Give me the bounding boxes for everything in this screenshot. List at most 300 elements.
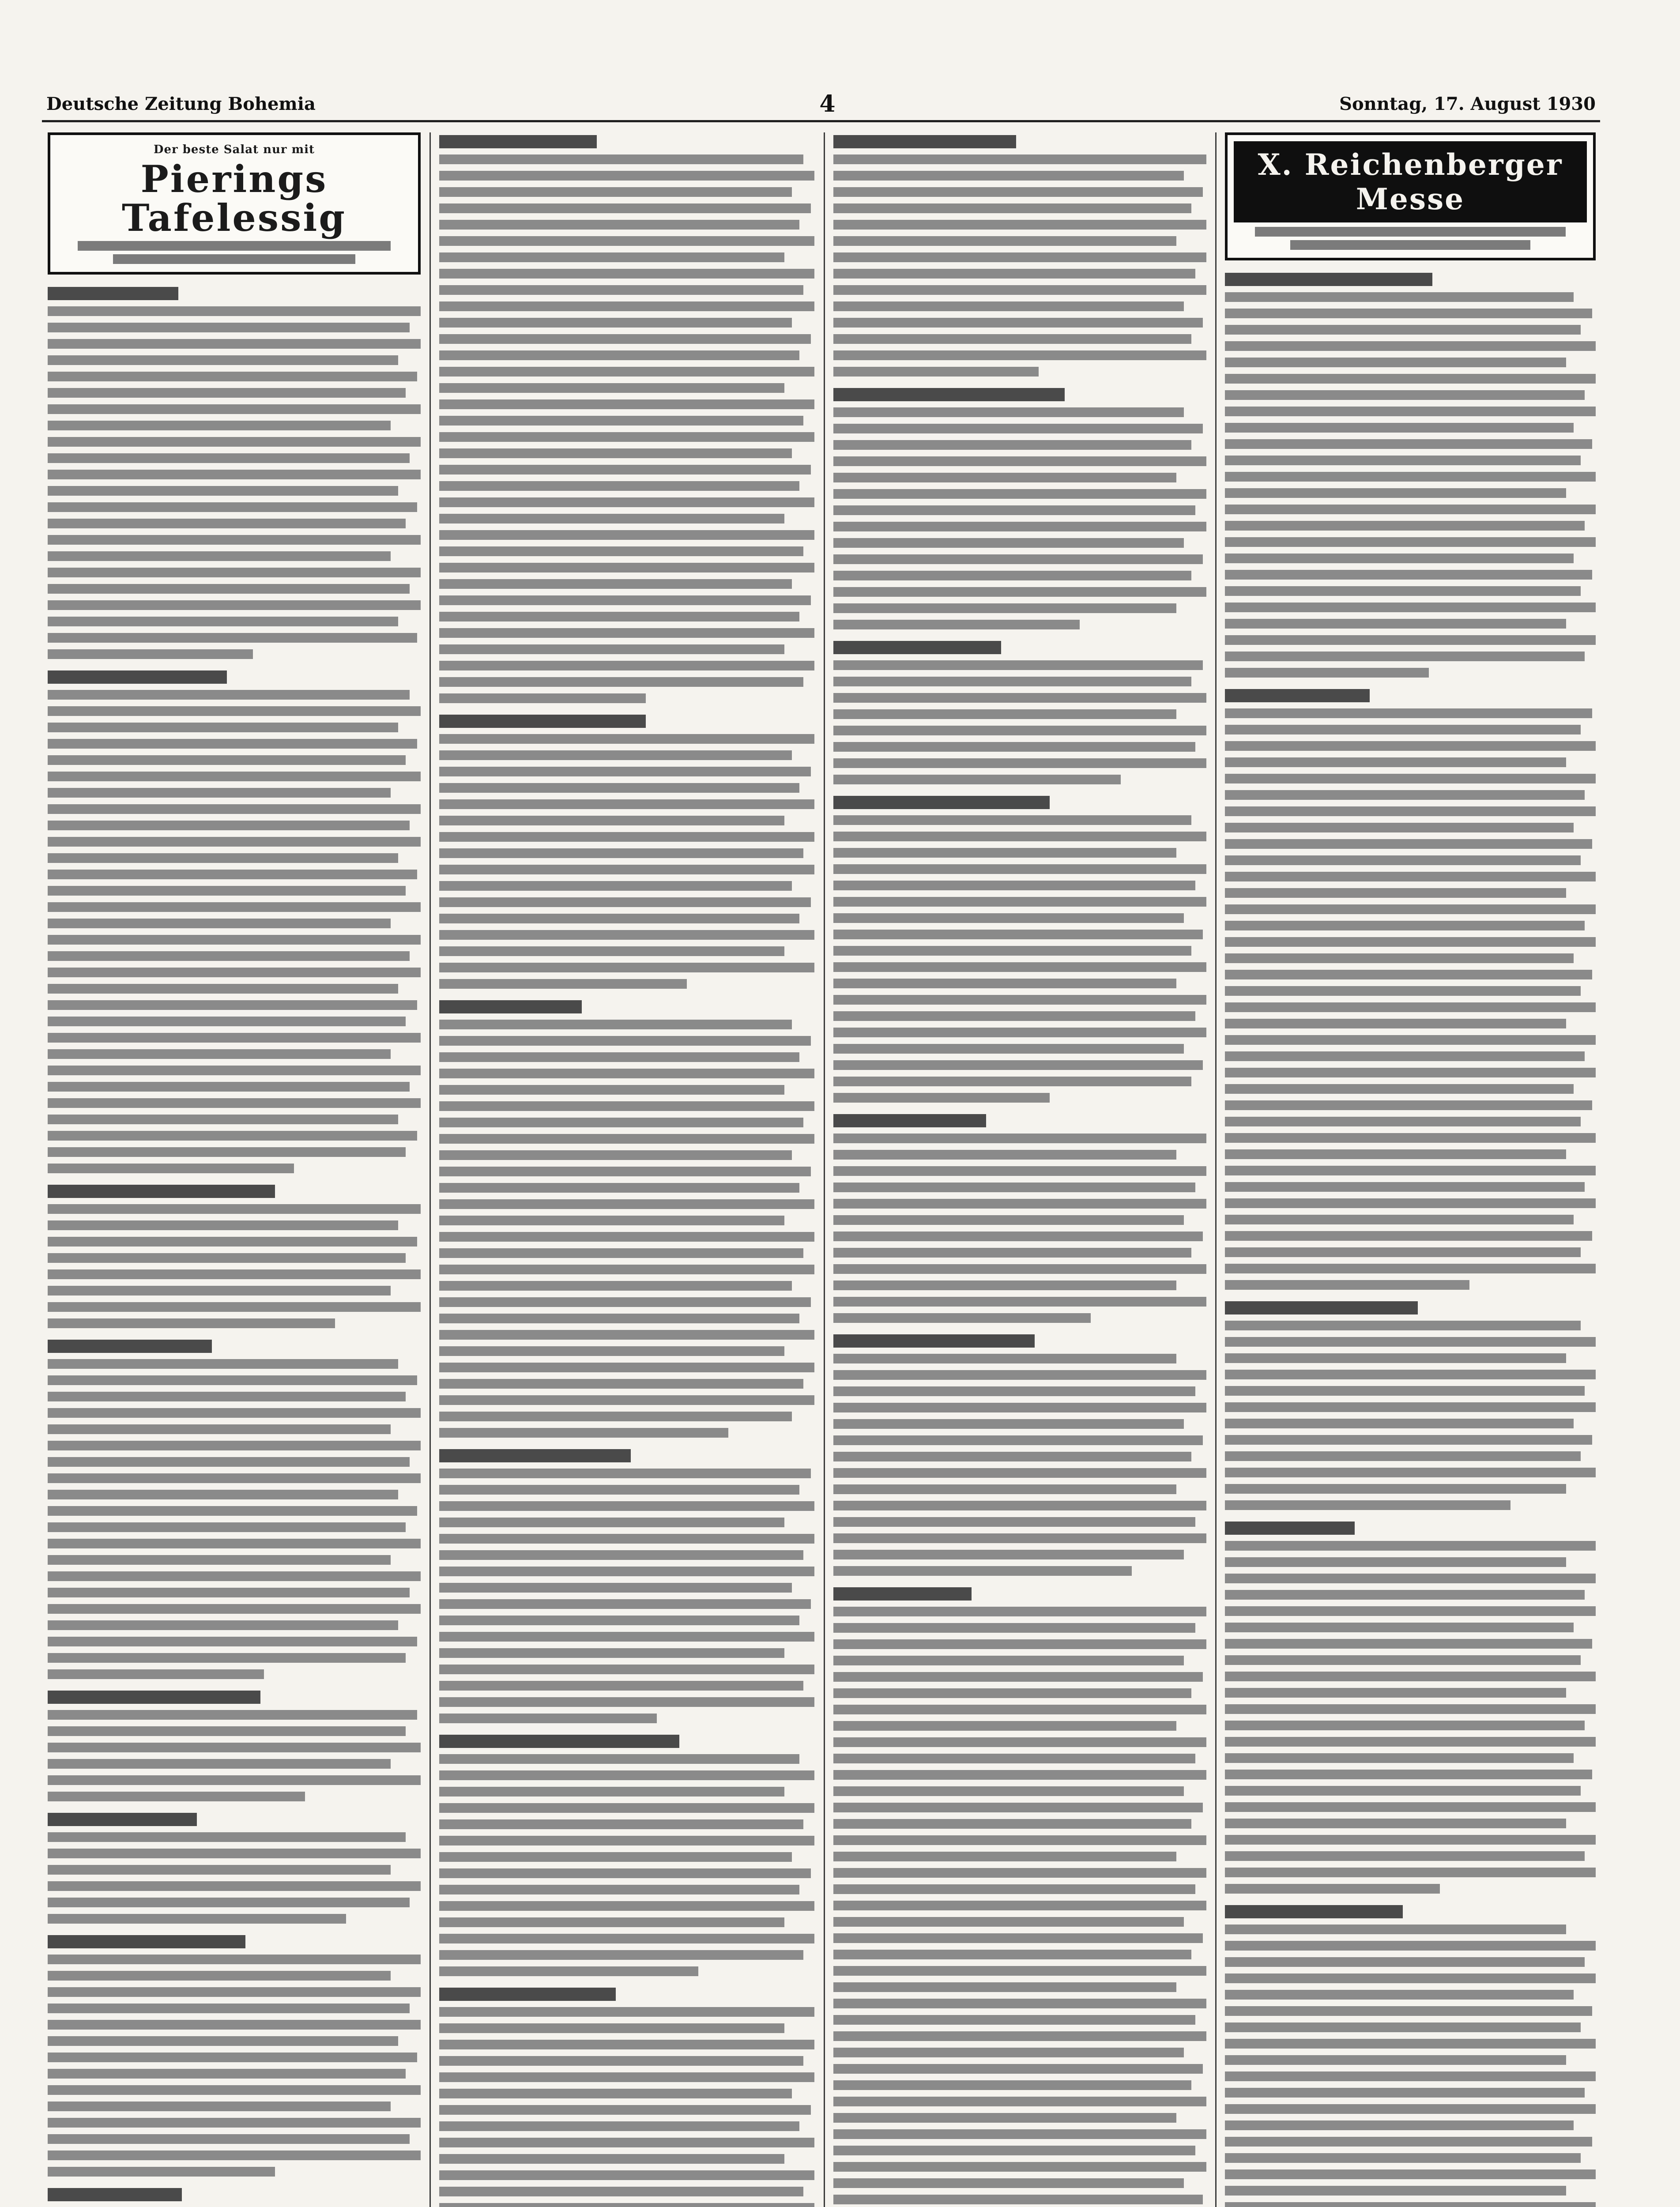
text-line-placeholder [1225,839,1592,849]
text-line-placeholder [1225,1500,1510,1510]
text-line-placeholder [833,1884,1195,1894]
text-line-placeholder [833,775,1121,784]
page-number: 4 [819,90,836,117]
text-line-placeholder [1225,1353,1566,1363]
text-line-placeholder [1225,2120,1574,2130]
text-column-1 [48,132,421,2207]
article-heading [833,135,1206,148]
text-line-placeholder [1225,472,1596,482]
article-heading [48,1935,421,1948]
text-line-placeholder [48,1424,391,1434]
text-line-placeholder [48,1457,410,1467]
text-line-placeholder [439,2121,799,2131]
article-heading-placeholder [833,388,1065,401]
text-line-placeholder [439,595,811,605]
text-line-placeholder [833,1183,1195,1192]
text-line-placeholder [439,1036,811,1046]
article-body [439,2007,814,2207]
text-line-placeholder [1225,1264,1596,1273]
text-line-placeholder [48,649,253,659]
text-line-placeholder [833,538,1184,548]
text-line-placeholder [1225,1541,1596,1551]
text-line-placeholder [439,1868,811,1878]
text-line-placeholder [439,334,811,344]
text-line-placeholder [1225,456,1581,465]
article-heading-placeholder [48,2188,182,2201]
text-line-placeholder [48,1987,421,1997]
text-line-placeholder [833,367,1039,377]
text-line-placeholder [439,1934,814,1943]
text-line-placeholder [439,1665,814,1674]
text-line-placeholder [48,1588,410,1597]
text-line-placeholder [1225,888,1566,898]
text-line-placeholder [439,187,792,197]
text-line-placeholder [48,1000,417,1010]
text-line-placeholder [1225,1639,1592,1649]
text-line-placeholder [48,1710,417,1720]
text-line-placeholder [48,2118,421,2128]
text-line-placeholder [833,693,1206,703]
article-heading-placeholder [833,135,1016,148]
column-divider [824,132,825,2207]
article-body [833,1607,1206,2207]
article-body [1225,1541,1596,1894]
article-heading-placeholder [439,1735,679,1748]
text-line-placeholder [1225,570,1592,580]
text-line-placeholder [48,1759,391,1769]
text-line-placeholder [833,489,1206,499]
text-line-placeholder [439,1901,814,1911]
text-line-placeholder [439,1770,814,1780]
text-line-placeholder [1225,823,1574,832]
text-line-placeholder [833,1060,1203,1070]
text-line-placeholder [1225,1835,1596,1845]
text-line-placeholder [439,383,784,393]
article-heading-placeholder [439,715,646,728]
text-line-placeholder [1225,2104,1596,2114]
text-line-placeholder [1225,725,1581,734]
text-line-placeholder [48,870,417,879]
text-line-placeholder [439,514,784,524]
text-line-placeholder [439,1412,792,1421]
text-line-placeholder [833,1248,1191,1258]
article [439,135,814,703]
text-line-placeholder [833,1452,1191,1461]
text-line-placeholder [48,968,421,977]
text-line-placeholder [48,2151,421,2160]
text-line-placeholder [439,1632,814,1642]
article-body [48,1832,421,1924]
text-line-placeholder [439,1697,814,1707]
text-line-placeholder [1225,1019,1566,1028]
text-line-placeholder [439,2154,784,2164]
text-line-placeholder [439,848,803,858]
article [48,1935,421,2177]
article [48,1813,421,1924]
text-line-placeholder [439,416,803,426]
text-line-placeholder [1225,1149,1566,1159]
text-line-placeholder [48,804,421,814]
article-body [48,1359,421,1679]
text-line-placeholder [1225,603,1596,612]
text-line-placeholder [48,1473,421,1483]
text-line-placeholder [439,154,803,164]
text-line-placeholder [833,1656,1184,1665]
article [833,1587,1206,2207]
text-line-placeholder [833,473,1176,482]
text-line-placeholder [439,465,811,475]
text-line-placeholder [48,1743,421,1752]
text-line-placeholder [48,837,421,847]
text-line-placeholder [833,1982,1176,1992]
article-heading [439,135,814,148]
text-line-placeholder [833,1215,1184,1225]
text-line-placeholder [833,962,1206,972]
article-body [833,815,1206,1103]
article-heading-placeholder [1225,1301,1418,1314]
article [48,670,421,1173]
text-line-placeholder [439,1534,814,1544]
text-line-placeholder [833,587,1206,597]
text-line-placeholder [439,220,799,230]
article-heading [439,1449,814,1462]
text-line-placeholder [1225,904,1596,914]
text-line-placeholder [439,448,792,458]
article [48,2188,421,2207]
text-line-placeholder [833,456,1206,466]
text-line-placeholder [439,579,792,589]
article-heading [439,1000,814,1013]
text-line-placeholder [1225,2137,1592,2147]
text-line-placeholder [1225,1623,1574,1632]
text-line-placeholder [48,421,391,430]
text-line-placeholder [439,1501,814,1511]
text-line-placeholder [439,2007,814,2017]
text-line-placeholder [48,1506,417,1516]
text-column-2 [439,132,814,2207]
text-line-placeholder [1225,668,1429,678]
text-line-placeholder [439,816,784,825]
article-heading-placeholder [833,1587,972,1601]
text-line-placeholder [48,723,398,732]
text-line-placeholder [1225,806,1596,816]
text-line-placeholder [1225,1884,1440,1894]
text-line-placeholder [833,1917,1184,1927]
article-body [48,1204,421,1328]
text-line-placeholder [833,350,1206,360]
text-line-placeholder [1225,2153,1581,2163]
text-line-placeholder [833,1901,1206,1910]
text-line-placeholder [1225,1753,1574,1763]
text-line-placeholder [833,1517,1195,1527]
text-line-placeholder [48,1653,406,1663]
text-line-placeholder [1225,1321,1581,1330]
text-line-placeholder [439,783,799,793]
text-line-placeholder [439,2040,814,2049]
text-line-placeholder [1225,1851,1585,1861]
text-line-placeholder [48,1033,421,1043]
text-line-placeholder [48,372,417,381]
text-line-placeholder [1225,635,1596,645]
text-line-placeholder [48,355,398,365]
text-line-placeholder [439,734,814,744]
text-line-placeholder [1225,292,1574,302]
text-line-placeholder [833,815,1191,825]
article-body [439,1469,814,1723]
text-line-placeholder [48,551,391,561]
article-heading-placeholder [439,135,597,148]
text-line-placeholder [48,1669,264,1679]
article-body [439,154,814,703]
article-heading-placeholder [833,1114,986,1127]
text-line-placeholder [48,984,398,994]
article-heading-placeholder [833,1334,1035,1348]
text-line-placeholder [48,2102,391,2111]
article-heading [48,1185,421,1198]
article [1225,1301,1596,1510]
text-line-placeholder [833,1770,1206,1780]
text-line-placeholder [439,2138,814,2147]
text-line-placeholder [1225,521,1585,531]
article-heading-placeholder [1225,1522,1355,1535]
text-line-placeholder [1225,2022,1581,2032]
text-line-placeholder [48,1049,391,1059]
text-line-placeholder [439,1052,799,1062]
text-line-placeholder [1225,1786,1581,1796]
text-line-placeholder [439,661,814,670]
text-line-placeholder [48,1726,406,1736]
text-line-placeholder [439,1469,811,1478]
article-heading-placeholder [48,287,178,300]
text-line-placeholder [439,432,814,442]
text-line-placeholder [833,1281,1176,1290]
text-line-placeholder [1225,1182,1585,1192]
text-line-placeholder [833,1134,1206,1143]
text-line-placeholder [833,236,1176,246]
text-line-placeholder [833,1093,1050,1103]
text-line-placeholder [1225,374,1596,384]
text-line-placeholder [439,693,646,703]
text-line-placeholder [439,1314,799,1323]
text-line-placeholder [48,1522,406,1532]
text-line-placeholder [1225,1574,1596,1583]
article-body [833,407,1206,629]
text-line-placeholder [439,1917,784,1927]
text-line-placeholder [833,1468,1206,1478]
text-line-placeholder [48,2069,406,2079]
text-line-placeholder [439,530,814,540]
text-line-placeholder [833,1566,1132,1576]
text-line-placeholder [833,1705,1206,1714]
text-line-placeholder [439,1183,799,1193]
text-line-placeholder [48,2020,421,2030]
article [833,388,1206,629]
text-line-placeholder [833,1419,1184,1429]
text-line-placeholder [833,154,1206,164]
article [439,1988,814,2207]
text-line-placeholder [1225,1721,1585,1730]
article-heading [833,1114,1206,1127]
text-line-placeholder [1225,2186,1566,2196]
text-line-placeholder [48,1620,398,1630]
text-line-placeholder [1225,1100,1592,1110]
article-heading-placeholder [1225,273,1432,286]
text-line-placeholder [48,1539,421,1548]
text-line-placeholder [1225,2169,1596,2179]
text-column-4 [1225,132,1596,2207]
text-line-placeholder [48,323,410,332]
text-line-placeholder [48,1269,421,1279]
text-line-placeholder [833,2031,1206,2041]
text-line-placeholder [439,1281,792,1291]
article-heading-placeholder [48,1813,197,1826]
article-heading [48,1813,421,1826]
text-line-placeholder [1225,1370,1596,1379]
text-line-placeholder [1225,358,1566,367]
text-line-placeholder [1225,554,1574,563]
text-line-placeholder [833,897,1206,907]
text-line-placeholder [833,930,1203,939]
text-line-placeholder [833,269,1195,279]
text-line-placeholder [439,563,814,572]
text-line-placeholder [1225,1133,1596,1143]
text-line-placeholder [833,1232,1203,1241]
text-line-placeholder [439,1297,811,1307]
text-line-placeholder [1225,619,1566,629]
text-line-placeholder [439,301,814,311]
text-line-placeholder [833,2064,1203,2074]
text-line-placeholder [833,1044,1184,1054]
text-line-placeholder [439,1101,814,1111]
text-line-placeholder [439,546,803,556]
text-line-placeholder [48,1792,305,1801]
text-line-placeholder [833,1484,1176,1494]
text-line-placeholder [439,2203,814,2207]
article-heading [439,715,814,728]
text-line-placeholder [833,407,1184,417]
text-line-placeholder [833,1370,1206,1380]
text-line-placeholder [833,1672,1203,1682]
text-line-placeholder [48,1637,417,1646]
text-line-placeholder [1225,953,1574,963]
text-line-placeholder [833,979,1176,988]
text-line-placeholder [439,914,799,923]
article-heading-placeholder [48,1935,245,1948]
text-line-placeholder [48,1555,391,1565]
text-line-placeholder [48,1775,421,1785]
article-body [48,690,421,1173]
text-line-placeholder [1225,341,1596,351]
text-line-placeholder [833,2195,1203,2204]
article-heading [48,287,421,300]
text-line-placeholder [48,772,421,781]
article [48,1185,421,1328]
text-line-placeholder [48,1302,421,1312]
text-line-placeholder [439,1232,814,1242]
article [1225,1522,1596,1894]
text-line-placeholder [833,742,1195,752]
text-line-placeholder [833,2162,1206,2172]
text-line-placeholder [439,1216,784,1225]
text-line-placeholder [833,848,1176,858]
article-body [48,306,421,659]
text-line-placeholder [48,1220,398,1230]
text-line-placeholder [833,864,1206,874]
text-line-placeholder [439,865,814,874]
text-line-placeholder [48,617,398,626]
article [1225,689,1596,1290]
article-heading-placeholder [48,1185,275,1198]
text-line-placeholder [48,1147,406,1157]
article [833,1114,1206,1323]
column-divider [429,132,431,2207]
article-heading [1225,273,1596,286]
text-line-placeholder [833,1028,1206,1037]
text-line-placeholder [48,935,421,945]
text-line-placeholder [833,1354,1176,1363]
text-line-placeholder [439,1085,784,1095]
text-line-placeholder [439,1428,728,1438]
text-line-placeholder [1225,1051,1585,1061]
text-line-placeholder [1225,1280,1469,1290]
text-line-placeholder [48,739,417,749]
text-line-placeholder [833,1297,1206,1307]
text-line-placeholder [439,1485,799,1495]
text-line-placeholder [439,481,799,491]
text-line-placeholder [48,437,421,447]
article-heading [1225,1522,1596,1535]
text-line-placeholder [833,2113,1176,2123]
text-line-placeholder [439,399,814,409]
text-line-placeholder [833,285,1206,295]
article [833,1334,1206,1576]
text-line-placeholder [833,1688,1191,1698]
text-line-placeholder [833,2146,1195,2155]
text-line-placeholder [833,603,1176,613]
text-line-placeholder [1225,1215,1574,1224]
text-line-placeholder [1225,1688,1566,1698]
text-line-placeholder [1225,1557,1566,1567]
text-line-placeholder [48,1082,410,1092]
text-line-placeholder [833,1435,1203,1445]
text-line-placeholder [439,1885,799,1894]
text-line-placeholder [439,612,799,621]
text-line-placeholder [1225,390,1585,400]
text-line-placeholder [1225,1484,1566,1494]
text-line-placeholder [48,1098,421,1108]
text-line-placeholder [1225,439,1592,449]
text-line-placeholder [48,706,421,716]
text-line-placeholder [48,821,410,830]
text-line-placeholder [439,1754,799,1764]
text-line-placeholder [439,1363,814,1372]
text-line-placeholder [48,535,421,545]
text-line-placeholder [1225,1802,1596,1812]
text-line-placeholder [439,1020,792,1029]
text-line-placeholder [1225,1386,1585,1396]
text-line-placeholder [48,1115,398,1124]
text-line-placeholder [833,2015,1195,2025]
article-body [1225,1925,1596,2207]
article [48,1691,421,1801]
text-line-placeholder [833,2080,1191,2090]
text-line-placeholder [833,571,1191,580]
article [439,1735,814,1976]
text-line-placeholder [48,2085,421,2095]
ad-tagline: Der beste Salat nur mit [153,143,315,156]
text-line-placeholder [48,1131,417,1141]
text-line-placeholder [1225,1990,1574,2000]
